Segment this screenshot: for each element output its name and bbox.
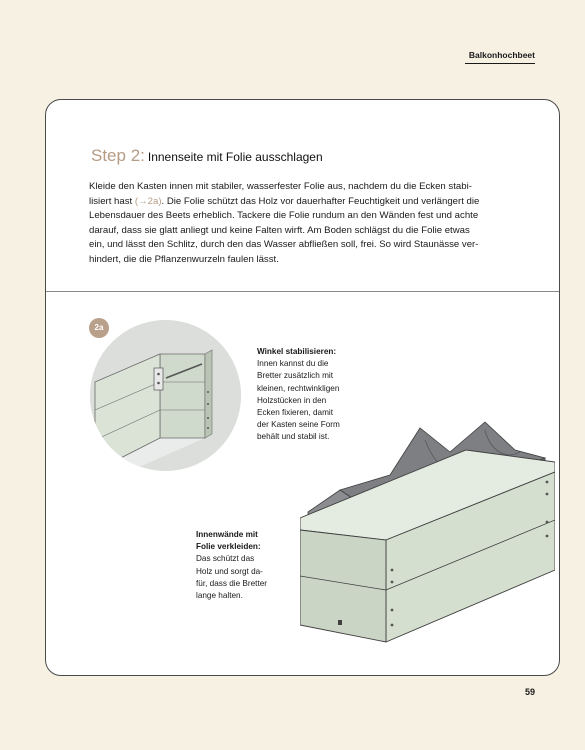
planter-box-illustration xyxy=(300,420,555,650)
text-line: hindert, die die Pflanzenwurzeln faulen lässt. xyxy=(89,253,279,265)
section-title: Balkonhochbeet xyxy=(468,50,535,60)
callout-line: der Kasten seine Form xyxy=(257,420,340,430)
page-number: 59 xyxy=(524,687,535,697)
text-line: lisiert hast xyxy=(89,195,133,207)
callout-line: Holz und sorgt da- xyxy=(196,566,263,576)
callout-line: Holzstücken in den xyxy=(257,395,327,405)
callout-foil xyxy=(196,529,296,602)
planter-box-drawing xyxy=(300,420,555,650)
text-line: . Die Folie schützt das Holz vor dauerhafter Feuchtigkeit und verlängert die xyxy=(161,195,480,207)
callout-title: Innenwände mit xyxy=(196,530,258,539)
text-line: darauf, dass sie glatt anliegt und keine Falten wirft. Am Boden schlägst du die Folie etwas xyxy=(89,224,470,236)
text-line: Lebensdauer des Beets erheblich. Tackere die Folie rundum an den Wänden fest und achte xyxy=(89,210,479,222)
corner-bracket-drawing xyxy=(90,320,241,471)
callout-line: Innen kannst du die xyxy=(257,359,329,369)
callout-line: Ecken fixieren, damit xyxy=(257,408,333,418)
callout-title: Winkel stabilisieren: xyxy=(257,347,337,356)
step-number: Step 2: xyxy=(91,146,145,165)
callout-line: behält und stabil ist. xyxy=(257,432,330,442)
step-heading xyxy=(91,146,511,166)
step-title: Innenseite mit Folie ausschlagen xyxy=(147,150,323,164)
callout-line: Bretter zusätzlich mit xyxy=(257,371,333,381)
callout-line: kleinen, rechtwinkligen xyxy=(257,383,340,393)
callout-line: lange halten. xyxy=(196,591,243,601)
step-instructions xyxy=(89,180,489,268)
section-divider xyxy=(46,291,559,292)
section-title-rule xyxy=(465,63,535,64)
callout-title: Folie verkleiden: xyxy=(196,542,261,552)
callout-line: für, dass die Bretter xyxy=(196,578,267,588)
text-line: Kleide den Kasten innen mit stabiler, wasserfester Folie aus, nachdem du die Ecken stabi- xyxy=(89,181,472,192)
figure-reference-link[interactable]: (→2a) xyxy=(134,195,162,207)
callout-line: Das schützt das xyxy=(196,554,255,564)
text-line: ein, und lässt den Schlitz, durch den das Wasser abfließen soll, frei. So wird Staunässe ver- xyxy=(89,239,479,251)
figure-badge: 2a xyxy=(89,318,109,338)
corner-bracket-illustration xyxy=(90,320,241,471)
